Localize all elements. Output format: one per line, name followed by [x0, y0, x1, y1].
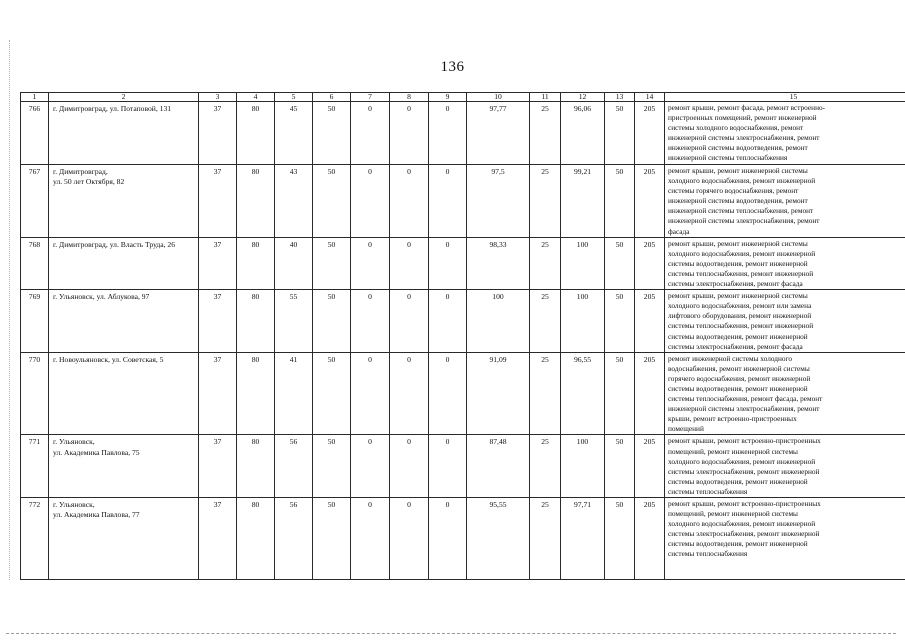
works-line: ремонт крыши, ремонт фасада, ремонт встроенно-	[668, 103, 826, 112]
value-cell: 100	[561, 237, 605, 289]
works-line: системы теплоснабжения, ремонт инженерной	[668, 321, 814, 331]
column-header: 10	[467, 93, 530, 102]
value-cell: 80	[237, 102, 275, 165]
works-line: лифтового оборудования, ремонт инженерной	[668, 311, 812, 321]
works-line: инженерной системы электроснабжения, ремонт	[668, 133, 820, 143]
works-line: холодного водоснабжения, ремонт инженерной	[668, 519, 816, 529]
value-cell: 37	[199, 165, 237, 238]
row-number: 766	[21, 102, 49, 165]
value-cell: 0	[390, 290, 429, 353]
value-cell: 50	[605, 237, 635, 289]
works-line: системы теплоснабжения	[668, 486, 748, 496]
value-cell: 50	[605, 352, 635, 435]
value-cell: 0	[390, 102, 429, 165]
value-cell: 56	[275, 498, 313, 580]
address-line: г. Ульяновск,	[53, 500, 95, 509]
works-line: ремонт инженерной системы холодного	[668, 353, 793, 363]
value-cell: 0	[429, 102, 467, 165]
value-cell: 25	[530, 237, 561, 289]
value-cell: 0	[390, 435, 429, 498]
value-cell: 25	[530, 352, 561, 435]
works-line: инженерной системы теплоснабжения	[668, 153, 788, 163]
value-cell: 205	[635, 435, 665, 498]
column-header: 9	[429, 93, 467, 102]
row-number: 770	[21, 352, 49, 435]
works-line: инженерной системы электроснабжения, ремонт	[668, 216, 820, 226]
column-header: 11	[530, 93, 561, 102]
value-cell: 95,55	[467, 498, 530, 580]
address-line: г. Ульяновск,	[53, 437, 95, 447]
value-cell: 80	[237, 498, 275, 580]
works-line: помещений, ремонт инженерной системы	[668, 509, 798, 519]
header-row	[21, 93, 905, 102]
value-cell: 50	[605, 165, 635, 238]
works-line: холодного водоснабжения, ремонт инженерной	[668, 176, 816, 186]
value-cell: 87,48	[467, 435, 530, 498]
value-cell: 45	[275, 102, 313, 165]
works-line: ремонт крыши, ремонт инженерной системы	[668, 166, 808, 175]
table-row	[21, 165, 905, 238]
address-cell	[49, 498, 199, 580]
value-cell: 55	[275, 290, 313, 353]
column-header: 14	[635, 93, 665, 102]
row-number: 767	[21, 165, 49, 238]
address-line: ул. 50 лет Октября, 82	[53, 177, 125, 187]
works-line: системы водоотведения, ремонт инженерной	[668, 258, 808, 268]
works-cell	[665, 165, 905, 238]
value-cell: 50	[313, 435, 351, 498]
value-cell: 25	[530, 102, 561, 165]
value-cell: 97,5	[467, 165, 530, 238]
value-cell: 50	[313, 498, 351, 580]
value-cell: 56	[275, 435, 313, 498]
works-line: холодного водоснабжения, ремонт инженерной	[668, 456, 816, 466]
value-cell: 0	[351, 435, 390, 498]
value-cell: 0	[390, 237, 429, 289]
column-header: 13	[605, 93, 635, 102]
data-table	[20, 92, 905, 580]
value-cell: 0	[351, 237, 390, 289]
value-cell: 99,21	[561, 165, 605, 238]
works-line: холодного водоснабжения, ремонт или замена	[668, 301, 812, 311]
works-line: инженерной системы водоотведения, ремонт	[668, 196, 808, 206]
value-cell: 91,09	[467, 352, 530, 435]
scan-artifact-line	[6, 633, 896, 634]
column-header: 12	[561, 93, 605, 102]
value-cell: 41	[275, 352, 313, 435]
value-cell: 50	[605, 435, 635, 498]
works-line: системы водоотведения, ремонт инженерной	[668, 539, 808, 549]
column-header: 7	[351, 93, 390, 102]
works-line: системы теплоснабжения, ремонт инженерной	[668, 268, 814, 278]
works-line: фасада	[668, 226, 690, 236]
value-cell: 50	[605, 290, 635, 353]
column-header: 4	[237, 93, 275, 102]
value-cell: 37	[199, 290, 237, 353]
works-line: системы водоотведения, ремонт инженерной	[668, 331, 808, 341]
value-cell: 37	[199, 237, 237, 289]
row-number: 769	[21, 290, 49, 353]
column-header: 2	[49, 93, 199, 102]
works-line: ремонт крыши, ремонт инженерной системы	[668, 291, 808, 301]
value-cell: 50	[313, 290, 351, 353]
column-header: 5	[275, 93, 313, 102]
address-line: г. Ульяновск, ул. Аблукова, 97	[53, 292, 150, 302]
value-cell: 43	[275, 165, 313, 238]
value-cell: 50	[605, 498, 635, 580]
value-cell: 37	[199, 435, 237, 498]
works-line: системы электроснабжения, ремонт фасада	[668, 341, 803, 351]
row-number: 772	[21, 498, 49, 580]
table-row	[21, 102, 905, 165]
works-line: водоснабжения, ремонт инженерной системы	[668, 363, 810, 373]
works-cell	[665, 290, 905, 353]
works-line: системы электроснабжения, ремонт инженерной	[668, 529, 820, 539]
value-cell: 0	[429, 290, 467, 353]
value-cell: 205	[635, 352, 665, 435]
works-line: системы водоотведения, ремонт инженерной	[668, 383, 808, 393]
address-cell	[49, 435, 199, 498]
value-cell: 80	[237, 435, 275, 498]
works-line: холодного водоснабжения, ремонт инженерной	[668, 248, 816, 258]
address-cell	[49, 102, 199, 165]
value-cell: 25	[530, 498, 561, 580]
works-line: крыши, ремонт встроенно-пристроенных	[668, 414, 797, 424]
value-cell: 0	[351, 165, 390, 238]
table-row	[21, 237, 905, 289]
works-line: ремонт крыши, ремонт инженерной системы	[668, 238, 808, 248]
value-cell: 205	[635, 102, 665, 165]
value-cell: 80	[237, 290, 275, 353]
value-cell: 40	[275, 237, 313, 289]
address-cell	[49, 165, 199, 238]
address-cell	[49, 290, 199, 353]
column-header: 3	[199, 93, 237, 102]
value-cell: 0	[351, 352, 390, 435]
table-row	[21, 498, 905, 580]
works-line: системы электроснабжения, ремонт фасада	[668, 279, 803, 289]
table-row	[21, 435, 905, 498]
works-line: системы холодного водоснабжения, ремонт	[668, 123, 804, 133]
value-cell: 0	[351, 498, 390, 580]
works-line: инженерной системы теплоснабжения, ремонт	[668, 206, 814, 216]
works-cell	[665, 435, 905, 498]
works-line: ремонт крыши, ремонт встроенно-пристроенных	[668, 436, 821, 446]
value-cell: 50	[313, 352, 351, 435]
value-cell: 50	[605, 102, 635, 165]
value-cell: 0	[429, 435, 467, 498]
value-cell: 100	[561, 290, 605, 353]
value-cell: 80	[237, 237, 275, 289]
value-cell: 96,55	[561, 352, 605, 435]
works-line: помещений, ремонт инженерной системы	[668, 446, 798, 456]
value-cell: 50	[313, 102, 351, 165]
address-line: г. Димитровград, ул. Власть Труда, 26	[53, 239, 176, 249]
value-cell: 205	[635, 290, 665, 353]
value-cell: 0	[390, 498, 429, 580]
value-cell: 25	[530, 290, 561, 353]
column-header: 1	[21, 93, 49, 102]
works-line: горячего водоснабжения, ремонт инженерной	[668, 373, 811, 383]
table-row	[21, 352, 905, 435]
value-cell: 0	[429, 237, 467, 289]
address-line: ул. Академика Павлова, 77	[53, 510, 140, 520]
value-cell: 96,06	[561, 102, 605, 165]
value-cell: 37	[199, 102, 237, 165]
value-cell: 37	[199, 352, 237, 435]
scan-edge	[9, 40, 10, 580]
value-cell: 0	[429, 352, 467, 435]
value-cell: 50	[313, 165, 351, 238]
value-cell: 80	[237, 352, 275, 435]
value-cell: 80	[237, 165, 275, 238]
address-line: г. Димитровград, ул. Потаповой, 131	[53, 104, 172, 113]
works-line: помещений	[668, 424, 704, 434]
value-cell: 0	[351, 290, 390, 353]
works-line: системы теплоснабжения, ремонт фасада, ремонт	[668, 394, 823, 404]
value-cell: 205	[635, 237, 665, 289]
works-line: системы теплоснабжения	[668, 549, 748, 559]
works-line: системы электроснабжения, ремонт инженерной	[668, 466, 820, 476]
address-line: г. Димитровград,	[53, 167, 108, 176]
value-cell: 25	[530, 435, 561, 498]
works-line: инженерной системы водоотведения, ремонт	[668, 143, 808, 153]
column-header: 6	[313, 93, 351, 102]
works-cell	[665, 498, 905, 580]
value-cell: 100	[561, 435, 605, 498]
table-row	[21, 290, 905, 353]
works-line: ремонт крыши, ремонт встроенно-пристроенных	[668, 499, 821, 508]
works-line: системы водоотведения, ремонт инженерной	[668, 476, 808, 486]
works-line: инженерной системы электроснабжения, ремонт	[668, 404, 820, 414]
value-cell: 50	[313, 237, 351, 289]
row-number: 771	[21, 435, 49, 498]
address-line: г. Новоульяновск, ул. Советская, 5	[53, 354, 164, 364]
row-number: 768	[21, 237, 49, 289]
works-cell	[665, 237, 905, 289]
value-cell: 0	[429, 165, 467, 238]
value-cell: 98,33	[467, 237, 530, 289]
value-cell: 25	[530, 165, 561, 238]
value-cell: 0	[390, 352, 429, 435]
works-cell	[665, 102, 905, 165]
address-cell	[49, 352, 199, 435]
column-header: 15	[665, 93, 905, 102]
column-header: 8	[390, 93, 429, 102]
address-cell	[49, 237, 199, 289]
value-cell: 0	[429, 498, 467, 580]
value-cell: 0	[390, 165, 429, 238]
works-cell	[665, 352, 905, 435]
value-cell: 205	[635, 498, 665, 580]
address-line: ул. Академика Павлова, 75	[53, 447, 140, 457]
page-number: 136	[440, 59, 465, 75]
value-cell: 205	[635, 165, 665, 238]
value-cell: 97,71	[561, 498, 605, 580]
value-cell: 0	[351, 102, 390, 165]
works-line: системы горячего водоснабжения, ремонт	[668, 186, 799, 196]
value-cell: 100	[467, 290, 530, 353]
works-line: пристроенных помещений, ремонт инженерной	[668, 113, 817, 123]
value-cell: 97,77	[467, 102, 530, 165]
value-cell: 37	[199, 498, 237, 580]
